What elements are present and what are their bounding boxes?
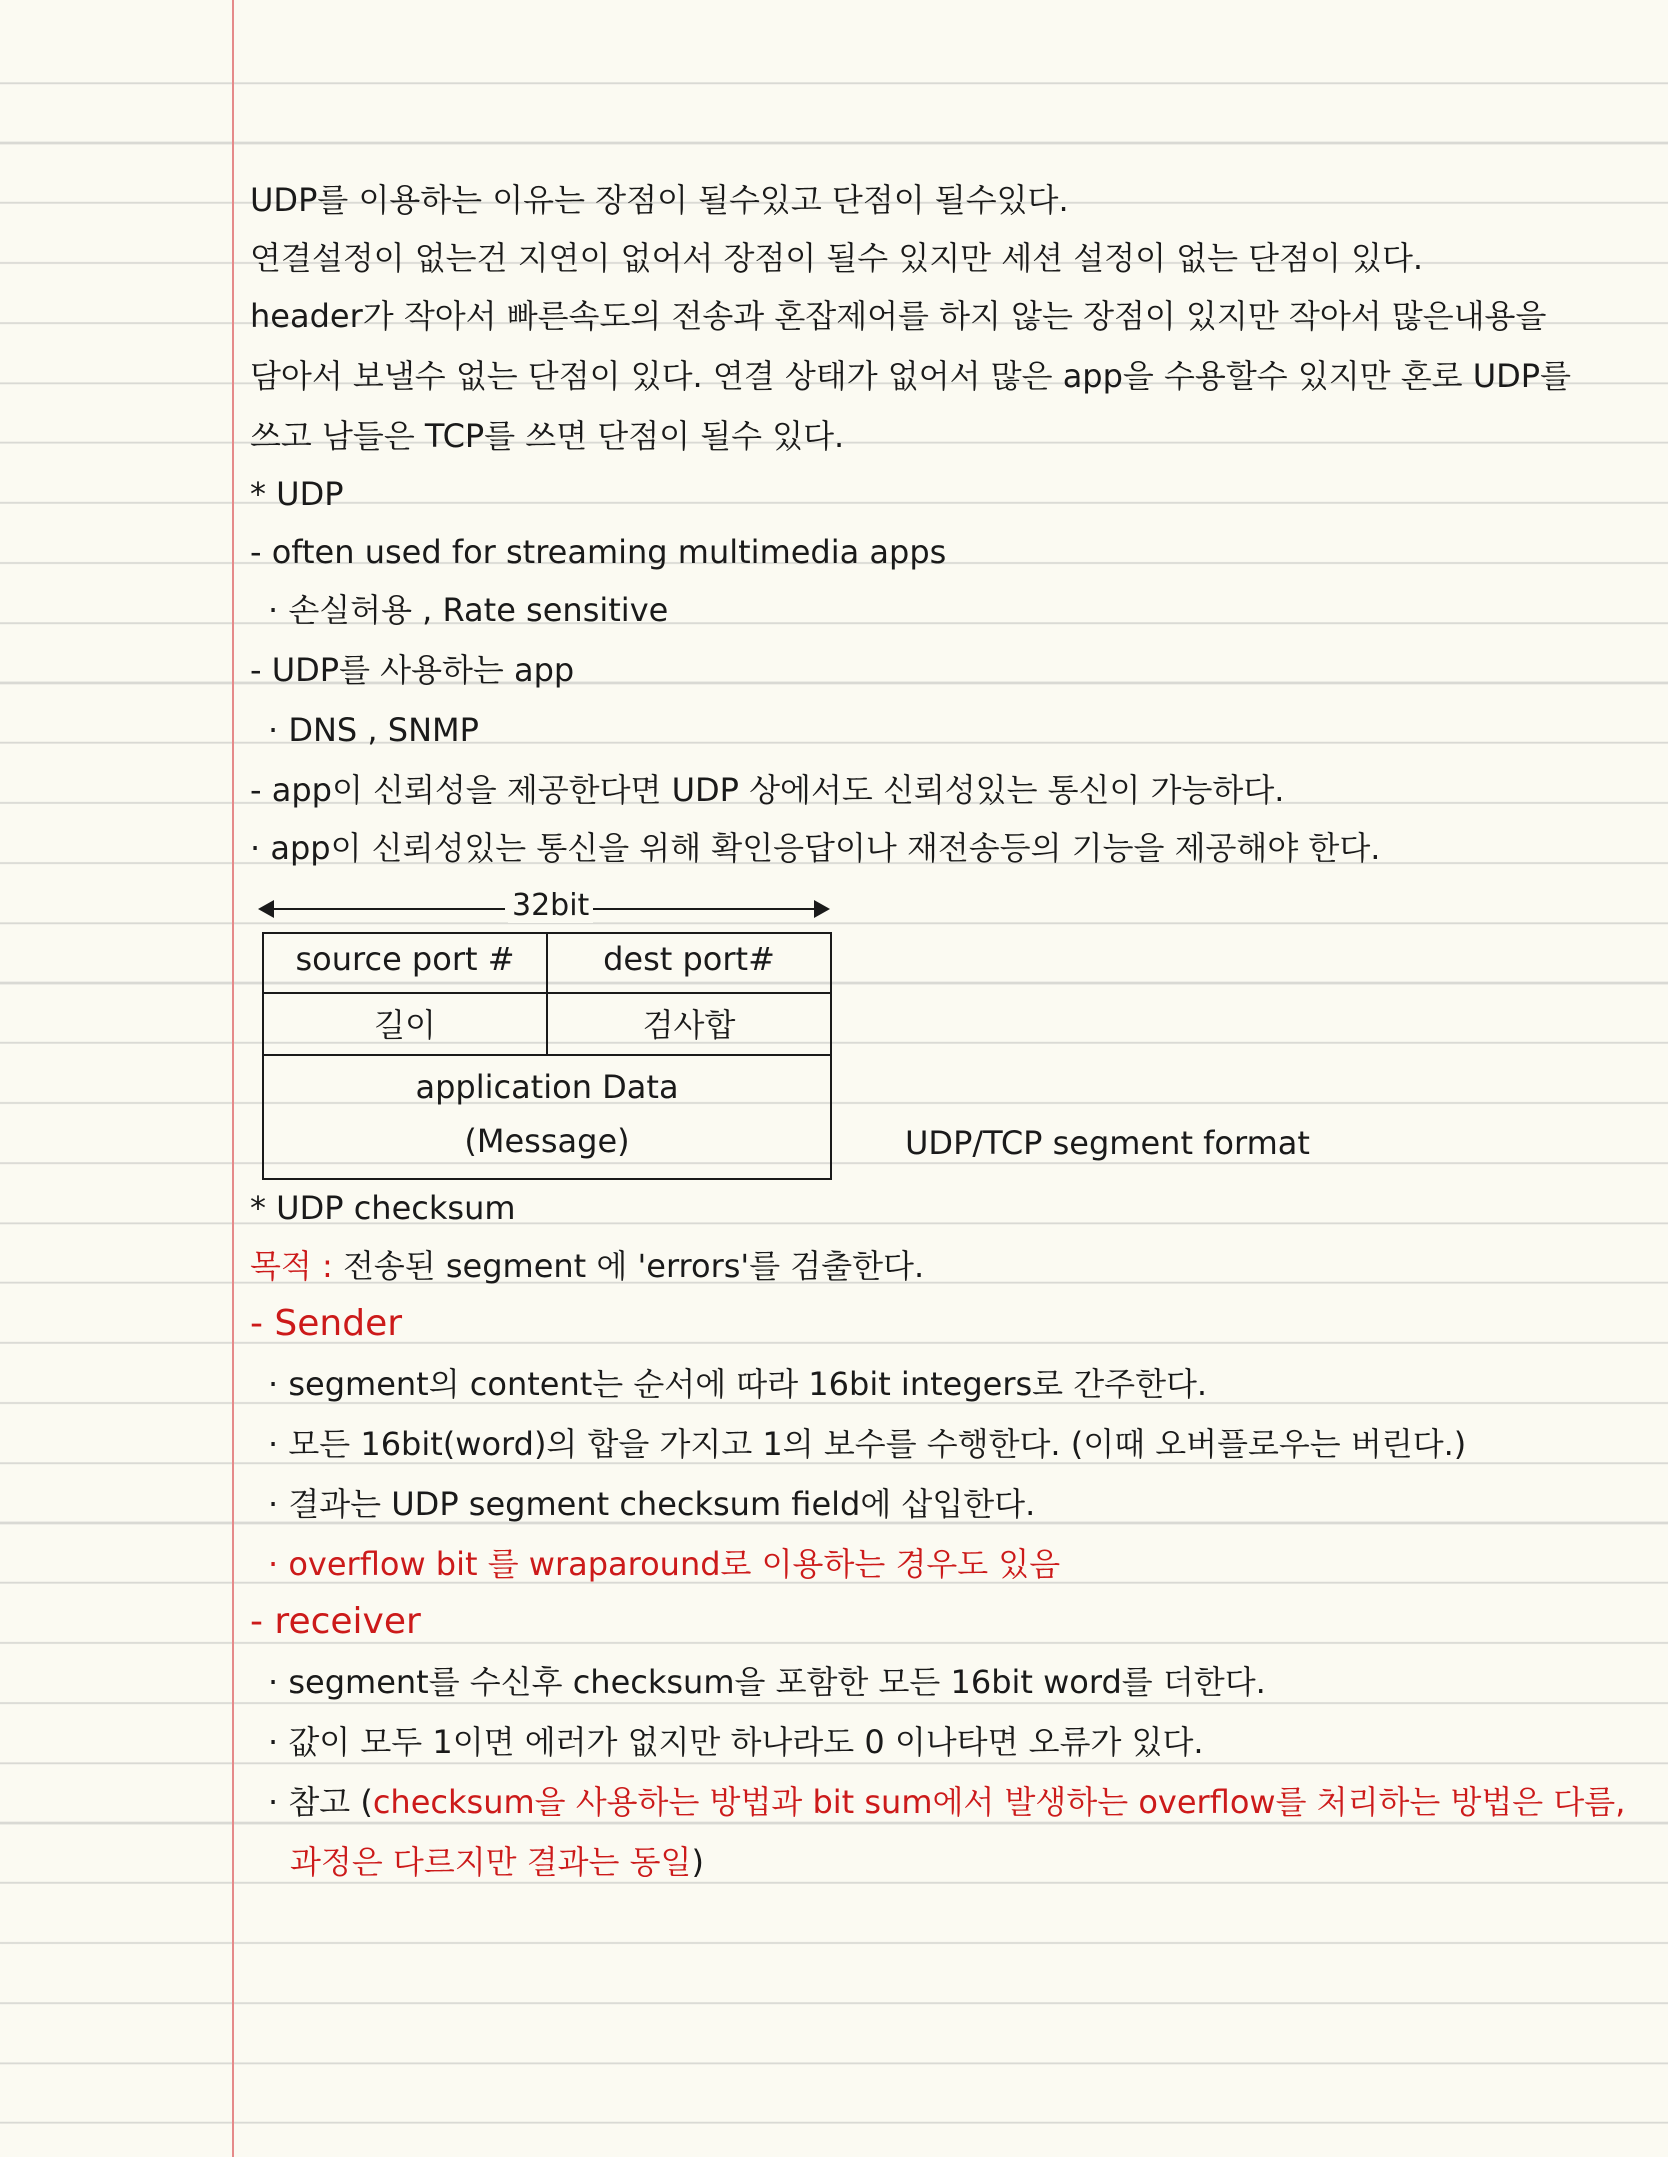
app-data-cell: application Data: [415, 1068, 679, 1106]
arrow-right-icon: [814, 900, 830, 918]
udp-bullet-streaming: - often used for streaming multimedia apps: [250, 533, 947, 571]
udp-bullet-apps: - UDP를 사용하는 app: [250, 651, 575, 689]
udp-bullet-reliability-detail: · app이 신뢰성있는 통신을 위해 확인응답이나 재전송등의 기능을 제공해야 한다.: [250, 829, 1381, 867]
dest-port-cell: dest port#: [603, 940, 775, 978]
checksum-purpose: [250, 1244, 1640, 1288]
source-port-cell: source port #: [295, 940, 515, 978]
checksum-heading: * UDP checksum: [250, 1189, 516, 1227]
message-cell: (Message): [464, 1122, 630, 1160]
receiver-heading: - receiver: [250, 1601, 421, 1642]
checksum-cell: 검사합: [642, 1006, 736, 1044]
udp-subbullet-dns-snmp: · DNS , SNMP: [268, 711, 479, 749]
text-line-2: 연결설정이 없는건 지연이 없어서 장점이 될수 있지만 세션 설정이 없는 단점이 있다.: [250, 239, 1424, 277]
sender-item-3: · 결과는 UDP segment checksum field에 삽입한다.: [268, 1485, 1036, 1523]
sender-heading: - Sender: [250, 1303, 403, 1344]
receiver-item-1: · segment를 수신후 checksum을 포함한 모든 16bit word를 더한다.: [268, 1663, 1266, 1701]
udp-segment-diagram: [262, 932, 832, 1180]
receiver-item-2: · 값이 모두 1이면 에러가 없지만 하나라도 0 이나타면 오류가 있다.: [268, 1723, 1204, 1761]
bit-width-label: 32bit: [508, 888, 593, 923]
reference-note-cont: [290, 1840, 1668, 1884]
length-cell: 길이: [374, 1006, 436, 1044]
purpose-label: 목적 :: [250, 1247, 333, 1285]
reference-red-text-2: 과정은 다르지만 결과는 동일: [290, 1843, 692, 1881]
udp-bullet-reliability: - app이 신뢰성을 제공한다면 UDP 상에서도 신뢰성있는 통신이 가능하다.: [250, 771, 1285, 809]
udp-subbullet-loss-tolerant: · 손실허용 , Rate sensitive: [268, 591, 669, 629]
udp-heading: * UDP: [250, 475, 344, 513]
notebook-margin-line: [232, 0, 234, 2157]
text-line-3: header가 작아서 빠른속도의 전송과 혼잡제어를 하지 않는 장점이 있지만 작아서 많은내용을: [250, 297, 1547, 335]
reference-red-text-1: checksum을 사용하는 방법과 bit sum에서 발생하는 overflow를 처리하는 방법은 다름,: [372, 1783, 1626, 1821]
bit-width-arrow: [258, 886, 830, 930]
sender-item-2: · 모든 16bit(word)의 합을 가지고 1의 보수를 수행한다. (이때 오버플로우는 버린다.): [268, 1425, 1467, 1463]
reference-suffix: ): [691, 1843, 704, 1881]
segment-format-caption: UDP/TCP segment format: [905, 1124, 1310, 1162]
text-line-4: 담아서 보낼수 없는 단점이 있다. 연결 상태가 없어서 많은 app을 수용할수 있지만 혼로 UDP를: [250, 357, 1572, 395]
purpose-text: 전송된 segment 에 'errors'를 검출한다.: [342, 1247, 925, 1285]
sender-item-1: · segment의 content는 순서에 따라 16bit integers로 간주한다.: [268, 1365, 1208, 1403]
text-line-5: 쓰고 남들은 TCP를 쓰면 단점이 될수 있다.: [250, 417, 845, 455]
reference-prefix: · 참고 (: [268, 1783, 373, 1821]
sender-overflow-note: · overflow bit 를 wraparound로 이용하는 경우도 있음: [268, 1545, 1061, 1583]
reference-note: [268, 1780, 1658, 1824]
text-line-1: UDP를 이용하는 이유는 장점이 될수있고 단점이 될수있다.: [250, 181, 1069, 219]
